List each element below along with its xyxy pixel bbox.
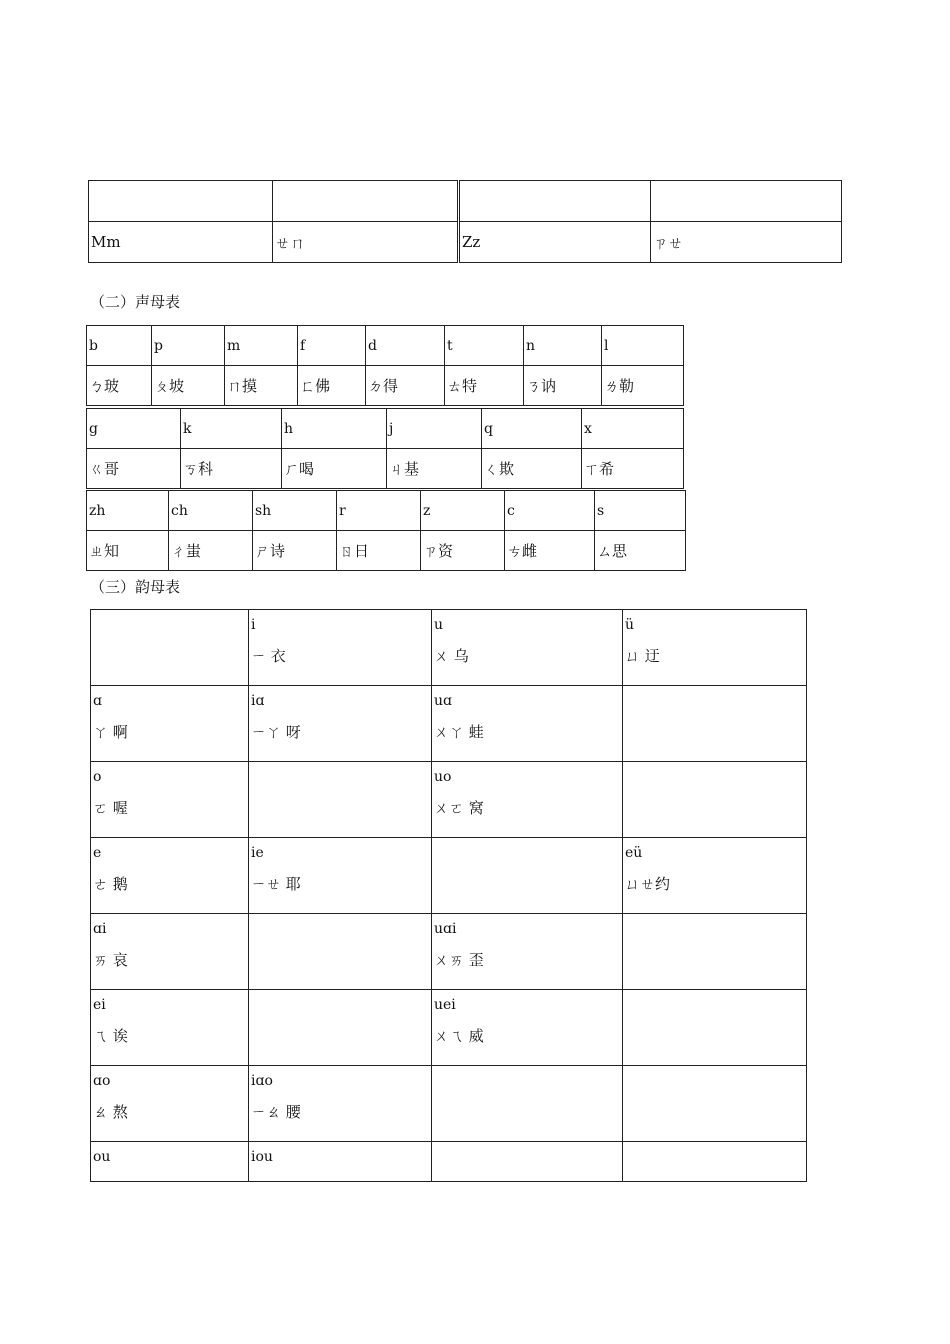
finals-row [91, 1066, 807, 1142]
initial-latin: t [447, 337, 453, 354]
final-latin: uɑi [434, 921, 457, 937]
final-latin: eü [625, 845, 643, 861]
final-cell [91, 686, 249, 762]
initial-latin-cell [253, 491, 337, 531]
finals-row [91, 838, 807, 914]
initial-zhuyin-cell [445, 366, 524, 406]
final-latin: ie [251, 845, 264, 861]
initial-latin: r [339, 502, 346, 519]
initial-latin-cell [445, 326, 524, 366]
final-cell [249, 838, 432, 914]
final-zhuyin: ㄧ 衣 [251, 647, 286, 665]
final-cell [623, 1142, 807, 1182]
initial-zhuyin-cell [595, 531, 686, 571]
initial-latin-cell [387, 409, 482, 449]
final-cell [249, 762, 432, 838]
final-zhuyin: ㄨ 乌 [434, 647, 469, 665]
final-cell [91, 1142, 249, 1182]
initial-zhuyin: ㄊ特 [447, 377, 478, 395]
final-cell [249, 610, 432, 686]
initial-zhuyin: ㄓ知 [89, 542, 120, 560]
final-latin: iou [251, 1149, 273, 1165]
initial-zhuyin-cell [282, 449, 387, 489]
finals-row [91, 610, 807, 686]
initial-zhuyin-cell [582, 449, 684, 489]
initial-zhuyin-cell [602, 366, 684, 406]
final-cell [623, 838, 807, 914]
final-latin: ou [93, 1149, 111, 1165]
final-zhuyin: ㄧㄝ 耶 [251, 875, 301, 893]
initial-zhuyin-cell [87, 449, 181, 489]
initial-latin: s [597, 502, 605, 519]
final-cell [623, 762, 807, 838]
initial-latin-cell [282, 409, 387, 449]
letter-text: Mm [91, 233, 121, 251]
final-latin: uo [434, 769, 452, 785]
final-zhuyin: ㄛ 喔 [93, 799, 128, 817]
table-cell [460, 181, 651, 222]
initial-latin-cell [524, 326, 602, 366]
initial-zhuyin: ㄗ资 [423, 542, 454, 560]
zhuyin-text: ㄝㄇ [275, 233, 306, 252]
alphabet-table-left [88, 180, 458, 263]
final-zhuyin: ㄞ 哀 [93, 951, 128, 969]
final-latin: i [251, 617, 256, 633]
final-zhuyin: ㄨㄞ 歪 [434, 951, 484, 969]
initial-zhuyin: ㄆ坡 [154, 377, 185, 395]
initial-latin: b [89, 337, 98, 354]
zhuyin-cell [651, 222, 842, 263]
final-zhuyin: ㄨㄛ 窝 [434, 799, 484, 817]
final-cell [91, 762, 249, 838]
initial-zhuyin: ㄌ勒 [604, 377, 635, 395]
initial-zhuyin: ㄒ希 [584, 460, 615, 478]
initial-latin-cell [169, 491, 253, 531]
final-cell [432, 914, 623, 990]
finals-row [91, 914, 807, 990]
initial-latin-cell [602, 326, 684, 366]
final-latin: ɑo [93, 1073, 111, 1089]
initial-latin: k [183, 420, 192, 437]
final-cell [249, 914, 432, 990]
finals-row [91, 1142, 807, 1182]
finals-row [91, 990, 807, 1066]
initial-zhuyin: ㄋ讷 [526, 377, 557, 395]
initial-zhuyin-cell [298, 366, 366, 406]
initial-latin-cell [87, 326, 152, 366]
initial-zhuyin: ㄑ欺 [484, 460, 515, 478]
initial-zhuyin-cell [505, 531, 595, 571]
final-cell [91, 914, 249, 990]
final-latin: ei [93, 997, 106, 1013]
initial-latin-cell [421, 491, 505, 531]
initial-latin-cell [582, 409, 684, 449]
final-zhuyin: ㄩㄝ约 [625, 875, 671, 893]
initial-latin: l [604, 337, 609, 354]
final-cell [623, 990, 807, 1066]
final-zhuyin: ㄟ 诶 [93, 1027, 128, 1045]
initial-latin: n [526, 337, 536, 354]
initial-zhuyin-cell [169, 531, 253, 571]
initial-zhuyin-cell [524, 366, 602, 406]
final-zhuyin: ㄨㄚ 蛙 [434, 723, 484, 741]
final-zhuyin: ㄧㄚ 呀 [251, 723, 301, 741]
initial-zhuyin: ㄇ摸 [227, 377, 258, 395]
final-cell [91, 610, 249, 686]
initial-latin-cell [366, 326, 445, 366]
initial-zhuyin: ㄎ科 [183, 460, 214, 478]
letter-cell [89, 222, 273, 263]
final-cell [91, 1066, 249, 1142]
final-cell [432, 990, 623, 1066]
final-latin: u [434, 617, 444, 633]
initial-latin: m [227, 337, 241, 354]
final-cell [432, 1142, 623, 1182]
initial-latin: j [389, 420, 394, 437]
letter-cell [460, 222, 651, 263]
initial-zhuyin: ㄈ佛 [300, 377, 331, 395]
initials-row-group [86, 490, 686, 571]
initial-latin-cell [87, 491, 169, 531]
final-cell [249, 1066, 432, 1142]
table-cell [273, 181, 458, 222]
initials-row-group [86, 325, 684, 406]
initial-latin-cell [482, 409, 582, 449]
final-cell [623, 914, 807, 990]
final-zhuyin: ㄧㄠ 腰 [251, 1103, 301, 1121]
initials-heading: （二）声母表 [90, 293, 181, 311]
final-cell [249, 990, 432, 1066]
initials-row-group [86, 408, 684, 489]
final-cell [623, 610, 807, 686]
letter-text: Zz [462, 233, 481, 251]
final-cell [432, 762, 623, 838]
final-cell [91, 838, 249, 914]
initial-latin-cell [181, 409, 282, 449]
initial-latin: p [154, 337, 163, 354]
final-cell [432, 1066, 623, 1142]
finals-row [91, 686, 807, 762]
initial-zhuyin: ㄖ日 [339, 542, 370, 560]
final-zhuyin: ㄩ 迂 [625, 647, 660, 665]
initial-zhuyin-cell [387, 449, 482, 489]
initial-zhuyin: ㄉ得 [368, 377, 399, 395]
final-zhuyin: ㄨㄟ 威 [434, 1027, 484, 1045]
initial-zhuyin-cell [87, 366, 152, 406]
initial-zhuyin-cell [225, 366, 298, 406]
initial-latin: ch [171, 502, 188, 519]
final-latin: ɑ [93, 693, 102, 709]
initial-latin-cell [505, 491, 595, 531]
final-latin: ü [625, 617, 635, 633]
final-latin: iɑo [251, 1073, 273, 1089]
final-cell [623, 686, 807, 762]
final-latin: e [93, 845, 102, 861]
final-zhuyin: ㄚ 啊 [93, 723, 128, 741]
initial-zhuyin-cell [181, 449, 282, 489]
initial-latin-cell [87, 409, 181, 449]
initial-latin-cell [225, 326, 298, 366]
alphabet-table-right [459, 180, 842, 263]
initial-latin: q [484, 420, 493, 437]
initial-latin-cell [152, 326, 225, 366]
initial-latin: f [300, 337, 306, 354]
initial-zhuyin-cell [482, 449, 582, 489]
initial-zhuyin-cell [421, 531, 505, 571]
initial-latin: d [368, 337, 377, 354]
initial-zhuyin-cell [87, 531, 169, 571]
initial-latin: x [584, 420, 592, 437]
initial-latin: z [423, 502, 431, 519]
final-cell [432, 686, 623, 762]
final-latin: uei [434, 997, 456, 1013]
zhuyin-text: ㄗㄝ [653, 233, 684, 252]
final-zhuyin: ㄠ 熬 [93, 1103, 128, 1121]
initial-zhuyin: ㄘ雌 [507, 542, 538, 560]
table-cell [89, 181, 273, 222]
zhuyin-cell [273, 222, 458, 263]
initial-latin-cell [337, 491, 421, 531]
final-cell [249, 1142, 432, 1182]
final-cell [249, 686, 432, 762]
initial-zhuyin-cell [366, 366, 445, 406]
initial-latin: g [89, 420, 98, 437]
initial-latin-cell [595, 491, 686, 531]
initial-zhuyin: ㄏ喝 [284, 460, 315, 478]
initial-latin: c [507, 502, 515, 519]
finals-table [90, 609, 807, 1182]
finals-heading: （三）韵母表 [90, 578, 181, 596]
final-latin: iɑ [251, 693, 265, 709]
initial-zhuyin: ㄅ玻 [89, 377, 120, 395]
final-cell [432, 610, 623, 686]
table-cell [651, 181, 842, 222]
initial-zhuyin: ㄐ基 [389, 460, 420, 478]
initial-zhuyin-cell [253, 531, 337, 571]
finals-row [91, 762, 807, 838]
final-latin: uɑ [434, 693, 452, 709]
final-zhuyin: ㄜ 鹅 [93, 875, 128, 893]
final-latin: ɑi [93, 921, 107, 937]
initial-zhuyin: ㄕ诗 [255, 542, 286, 560]
initial-latin: zh [89, 502, 106, 519]
final-cell [623, 1066, 807, 1142]
initial-zhuyin-cell [337, 531, 421, 571]
initial-zhuyin-cell [152, 366, 225, 406]
final-cell [432, 838, 623, 914]
final-latin: o [93, 769, 102, 785]
initial-zhuyin: ㄔ蚩 [171, 542, 202, 560]
final-cell [91, 990, 249, 1066]
initial-latin: sh [255, 502, 272, 519]
initial-latin-cell [298, 326, 366, 366]
initial-latin: h [284, 420, 294, 437]
initial-zhuyin: ㄍ哥 [89, 460, 120, 478]
initial-zhuyin: ㄙ思 [597, 542, 628, 560]
